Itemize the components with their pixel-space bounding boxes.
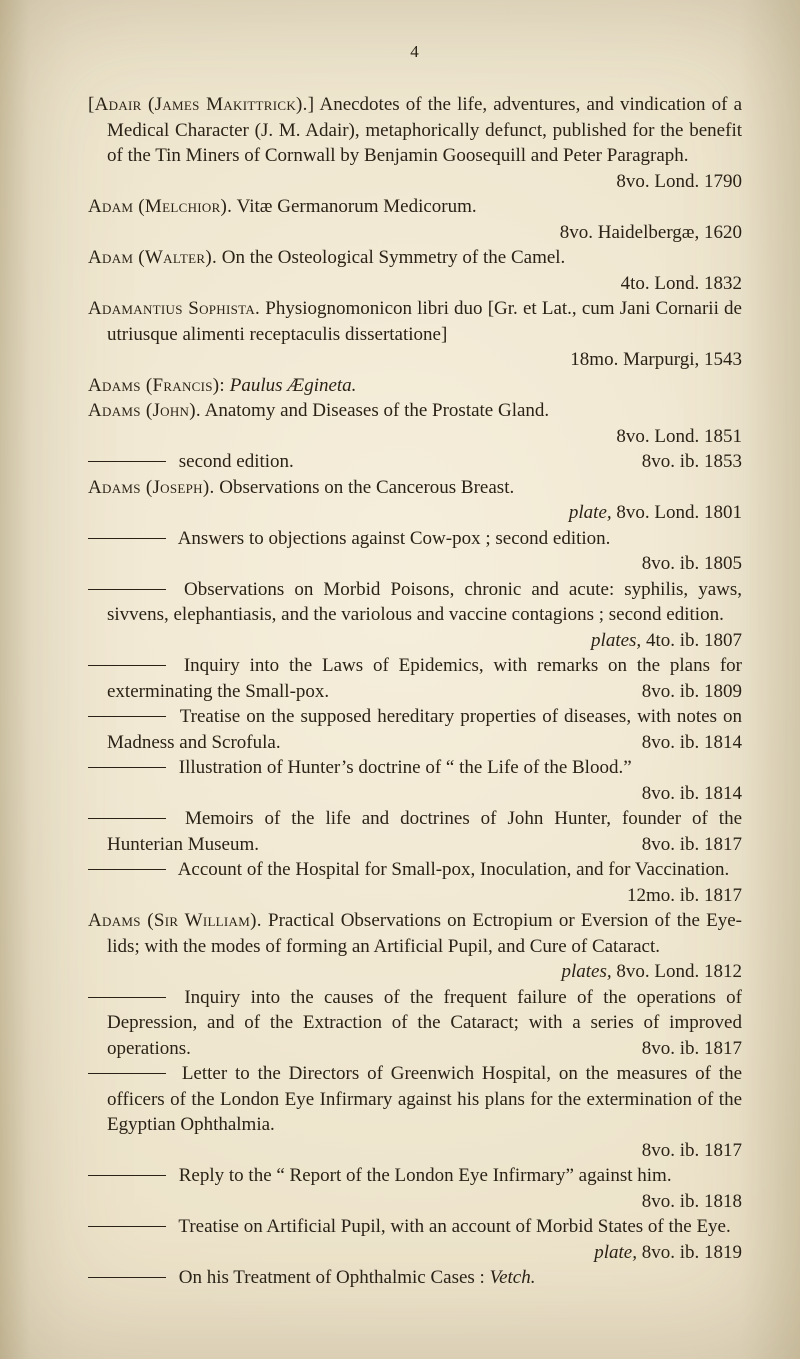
catalog-entry (88, 1163, 742, 1214)
page-number: 4 (410, 42, 420, 61)
catalog-entry (88, 449, 742, 475)
entry-title-text: Treatise on the supposed hereditary properties of diseases, with notes on Madness and Scrofula. (107, 706, 742, 753)
imprint-text: 8vo. Haidelbergæ, 1620 (559, 221, 742, 243)
entry-author: Adams (John). (88, 400, 201, 421)
catalog-entry (88, 704, 742, 755)
entry-imprint (107, 220, 742, 246)
same-author-dash (88, 589, 166, 590)
imprint-format-italic: plates, (561, 961, 612, 982)
imprint-text: 8vo. ib. 1805 (641, 553, 742, 574)
catalog-entry (88, 194, 742, 245)
entry-author: Adamantius Sophista. (88, 298, 261, 319)
imprint-format-italic: plates, (591, 629, 642, 651)
entry-title-italic: Paulus Ægineta. (229, 374, 357, 396)
entry-title-text: Observations on Morbid Poisons, chronic and acute: syphilis, yaws, sivvens, elephantiasis, and the variolous and vaccine contagions ; second edition. (107, 578, 742, 625)
catalog-entry (88, 1265, 742, 1291)
entry-author: [Adair (James Makittrick).] (88, 94, 315, 115)
entry-imprint (107, 1138, 742, 1164)
entry-imprint (628, 1036, 742, 1062)
entry-imprint (548, 959, 743, 985)
entry-title-text: Treatise on Artificial Pupil, with an account of Morbid States of the Eye. (178, 1216, 731, 1237)
entry-author: Adam (Walter). (88, 247, 218, 268)
entry-title-text: Observations on the Cancerous Breast. (219, 476, 515, 498)
entry-title-text: Anecdotes of the life, adventures, and vindication of a Medical Character (J. M. Adair), metaphorically defunct, published for the benefit of the Tin Miners of Cornwall by Benjamin Goosequill and Peter Paragraph. (107, 94, 742, 166)
imprint-text: 18mo. Marpurgi, 1543 (570, 349, 742, 370)
entry-title-text: Reply to the “ Report of the London Eye Infirmary” against him. (178, 1165, 672, 1186)
same-author-dash (88, 767, 166, 768)
imprint-text: 8vo. ib. 1814 (641, 731, 742, 753)
entry-author: Adams (Francis): (88, 374, 226, 396)
imprint-text: 8vo. ib. 1817 (641, 833, 742, 855)
catalog-entry (88, 373, 742, 399)
entry-title-text: Physiognomonicon libri duo [Gr. et Lat., cum Jani Cornarii de utriusque alimenti receptaculis dissertatione] (107, 298, 742, 345)
entry-title-text: Vitæ Germanorum Medicorum. (236, 196, 477, 217)
catalog-entry-list (88, 92, 742, 1291)
entry-imprint (628, 679, 742, 705)
catalog-entry (88, 296, 742, 373)
entry-title-text: On his Treatment of Ophthalmic Cases : (178, 1267, 485, 1288)
entry-author: Adams (Joseph). (88, 476, 215, 498)
catalog-entry (88, 475, 742, 526)
imprint-text: 4to. ib. 1807 (645, 629, 742, 651)
same-author-dash (88, 1073, 166, 1074)
entry-title-text: Inquiry into the causes of the frequent failure of the operations of Depression, and of the Extraction of the Cataract; with a series of improved operations. (107, 986, 742, 1059)
entry-imprint (107, 424, 742, 450)
entry-title-text: Anatomy and Diseases of the Prostate Gland. (204, 400, 550, 421)
imprint-text: 8vo. Lond. 1851 (616, 425, 742, 447)
same-author-dash (88, 818, 166, 819)
imprint-text: 8vo. ib. 1853 (641, 451, 742, 472)
imprint-text: 8vo. Lond. 1801 (616, 502, 742, 523)
entry-imprint (107, 271, 742, 297)
entry-imprint (628, 1189, 742, 1215)
imprint-format-italic: plate, (568, 502, 612, 523)
imprint-text: 8vo. ib. 1814 (641, 782, 742, 804)
catalog-entry (88, 908, 742, 985)
imprint-text: 8vo. Lond. 1812 (616, 961, 742, 982)
imprint-text: 8vo. ib. 1817 (641, 1139, 742, 1161)
entry-imprint (613, 883, 742, 909)
catalog-entry (88, 806, 742, 857)
catalog-entry (88, 526, 742, 577)
entry-title-text: Illustration of Hunter’s doctrine of “ the Life of the Blood.” (178, 757, 632, 778)
imprint-text: 8vo. ib. 1809 (641, 680, 742, 702)
catalog-entry (88, 653, 742, 704)
catalog-entry (88, 92, 742, 194)
entry-imprint (628, 730, 742, 756)
catalog-entry (88, 398, 742, 449)
catalog-entry (88, 755, 742, 806)
catalog-entry (88, 245, 742, 296)
imprint-text: 12mo. ib. 1817 (626, 884, 742, 906)
same-author-dash (88, 1277, 166, 1278)
entry-title-text: Inquiry into the Laws of Epidemics, with remarks on the plans for exterminating the Small-pox. (107, 655, 742, 702)
entry-imprint (107, 551, 742, 577)
entry-imprint (107, 781, 742, 807)
entry-title-text: Account of the Hospital for Small-pox, Inoculation, and for Vaccination. (177, 859, 730, 880)
imprint-text: 8vo. ib. 1817 (641, 1037, 742, 1059)
same-author-dash (88, 1226, 166, 1227)
same-author-dash (88, 1175, 166, 1176)
entry-imprint (628, 832, 742, 858)
entry-author: Adam (Melchior). (88, 196, 233, 217)
imprint-text: 8vo. Lond. 1790 (616, 170, 742, 192)
same-author-dash (88, 716, 166, 717)
imprint-format-italic: plate, (594, 1241, 637, 1263)
catalog-entry (88, 985, 742, 1062)
catalog-entry (88, 577, 742, 654)
catalog-entry (88, 1214, 742, 1265)
entry-imprint (577, 628, 742, 654)
same-author-dash (88, 869, 166, 870)
entry-title-text: Practical Observations on Ectropium or Eversion of the Eye-lids; with the modes of forming an Artificial Pupil, and Cure of Cataract. (107, 910, 742, 957)
entry-imprint (107, 347, 742, 373)
same-author-dash (88, 461, 166, 462)
imprint-text: 4to. Lond. 1832 (620, 272, 742, 294)
same-author-dash (88, 997, 166, 998)
imprint-text: 8vo. ib. 1819 (641, 1241, 742, 1263)
same-author-dash (88, 665, 166, 666)
entry-title-text: Answers to objections against Cow-pox ; second edition. (177, 527, 611, 549)
entry-title-italic: Vetch. (489, 1267, 536, 1288)
entry-title-text: Letter to the Directors of Greenwich Hospital, on the measures of the officers of the London Eye Infirmary against his plans for the extermination of the Egyptian Ophthalmia. (107, 1063, 742, 1135)
entry-title-text: Memoirs of the life and doctrines of John Hunter, founder of the Hunterian Museum. (107, 808, 742, 855)
entry-author: Adams (Sir William). (88, 910, 262, 931)
entry-imprint (602, 169, 742, 195)
imprint-text: 8vo. ib. 1818 (641, 1190, 742, 1212)
entry-imprint (628, 449, 742, 475)
catalog-entry (88, 1061, 742, 1163)
entry-title-text: On the Osteological Symmetry of the Camel. (221, 247, 566, 268)
entry-imprint (107, 500, 742, 526)
catalog-entry (88, 857, 742, 908)
entry-title-text: second edition. (178, 451, 294, 472)
entry-imprint (580, 1240, 742, 1266)
same-author-dash (88, 538, 166, 539)
